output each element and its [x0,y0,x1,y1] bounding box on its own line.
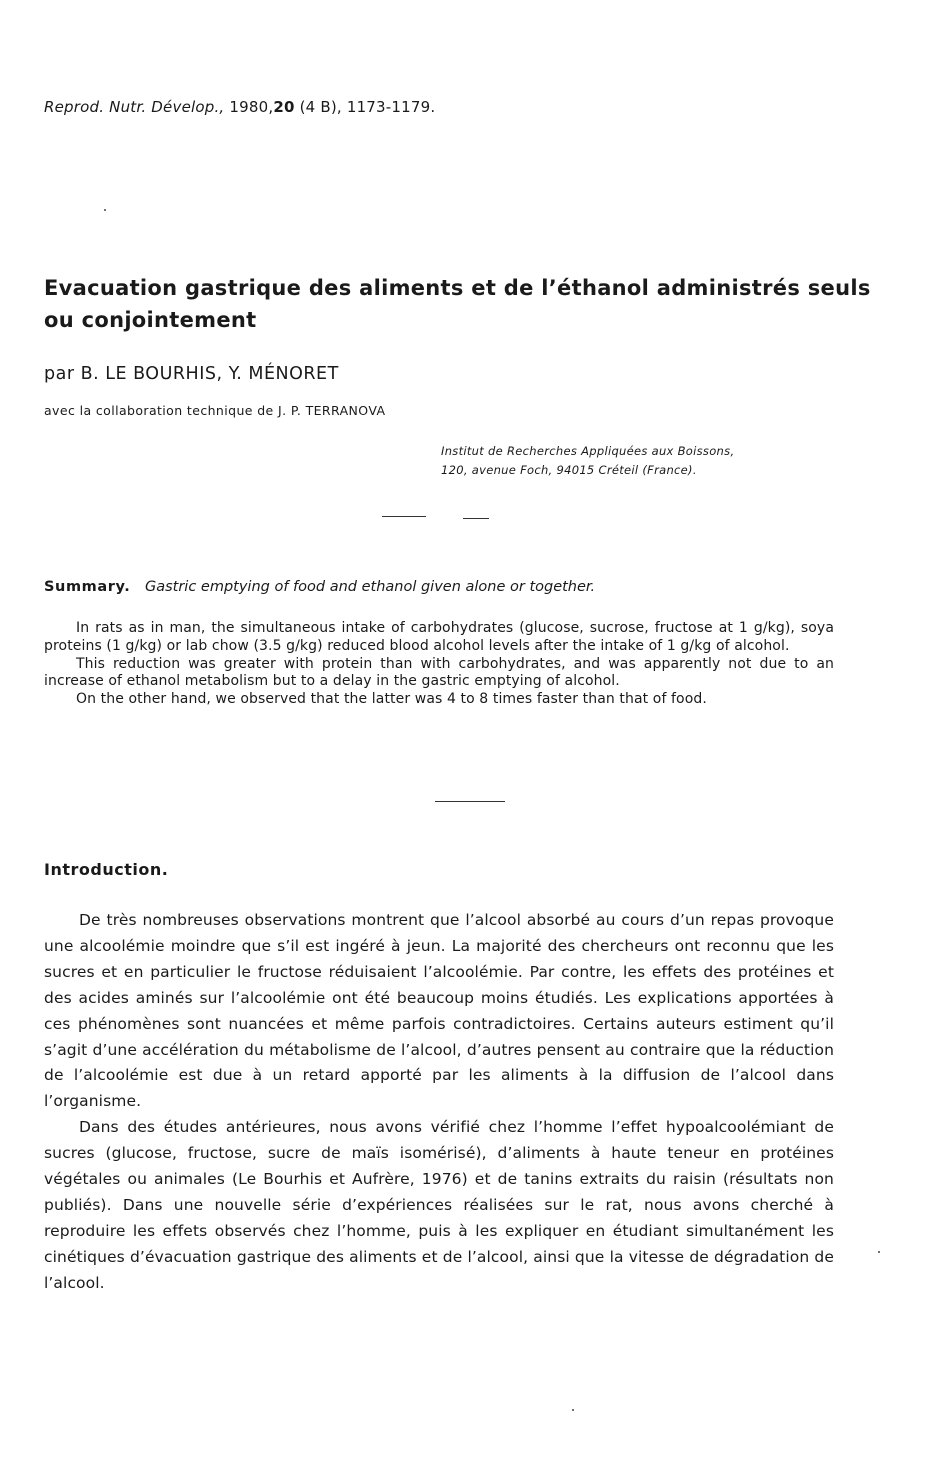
separator-rule-mid [435,801,505,802]
summary-subtitle: Gastric emptying of food and ethanol given alone or together. [144,579,596,595]
summary-label: Summary. [44,579,131,595]
summary-heading [44,579,844,595]
journal-year: 1980, [229,98,274,116]
summary-paragraph: In rats as in man, the simultaneous intake of carbohydrates (glucose, sucrose, fructose at 1 g/kg), soya proteins (1 g/kg) or lab chow (3.5 g/kg) reduced blood alcohol levels after the intake of 1 g/kg of alcohol. [44,620,834,654]
separator-rule-top [382,516,426,517]
summary-paragraph: On the other hand, we observed that the latter was 4 to 8 times faster than that of food. [76,691,707,708]
journal-volume: 20 [273,98,295,116]
introduction-paragraph: De très nombreuses observations montrent que l’alcool absorbé au cours d’un repas provoque une alcoolémie moindre que s’il est ingéré à jeun. La majorité des chercheurs ont reconnu que les sucres et en particulier le fructose réduisaient l’alcoolémie. Par contre, les effets des protéines et des acides aminés sur l’alcoolémie ont été beaucoup moins étudiés. Les explications apportées à ces phénomènes sont nuancées et même parfois contradictoires. Certains auteurs estiment qu’il s’agit d’une accélération du métabolisme de l’alcool, d’autres pensent au contraire que la réduction de l’alcoolémie est due à un retard apporté par les aliments à la diffusion de l’alcool dans l’organisme. [44,911,834,1111]
scan-speck [572,1409,574,1411]
scan-speck [878,1251,880,1253]
affiliation-institute: Institut de Recherches Appliquées aux Boissons, [441,444,735,458]
journal-reference [44,98,435,116]
scan-speck [104,209,106,211]
authors-line: par B. LE BOURHIS, Y. MÉNORET [44,364,339,384]
journal-issue-pages: (4 B), 1173-1179. [299,98,436,116]
introduction-body [44,908,834,1297]
separator-rule-top-right [463,518,489,519]
summary-paragraph: This reduction was greater with protein than with carbohydrates, and was apparently not due to an increase of ethanol metabolism but to a delay in the gastric emptying of alcohol. [44,655,834,690]
summary-body [44,620,834,709]
collaboration-line: avec la collaboration technique de J. P. TERRANOVA [44,403,386,418]
introduction-heading: Introduction. [44,860,169,879]
article-title: Evacuation gastrique des aliments et de l’éthanol administrés seuls ou conjointement [44,276,871,332]
affiliation-address: 120, avenue Foch, 94015 Créteil (France). [441,463,697,477]
affiliation [441,442,734,480]
introduction-paragraph: Dans des études antérieures, nous avons vérifié chez l’homme l’effet hypoalcoolémiant de sucres (glucose, fructose, sucre de maïs isomérisé), d’aliments à haute teneur en protéines végétales ou animales (Le Bourhis et Aufrère, 1976) et de tanins extraits du raisin (résultats non publiés). Dans une nouvelle série d’expériences réalisées sur le rat, nous avons cherché à reproduire les effets observés chez l’homme, puis à les expliquer en étudiant simultanément les cinétiques d’évacuation gastrique des aliments et de l’alcool, ainsi que la vitesse de dégradation de l’alcool. [44,1118,834,1292]
journal-name: Reprod. Nutr. Dévelop., [44,98,225,116]
